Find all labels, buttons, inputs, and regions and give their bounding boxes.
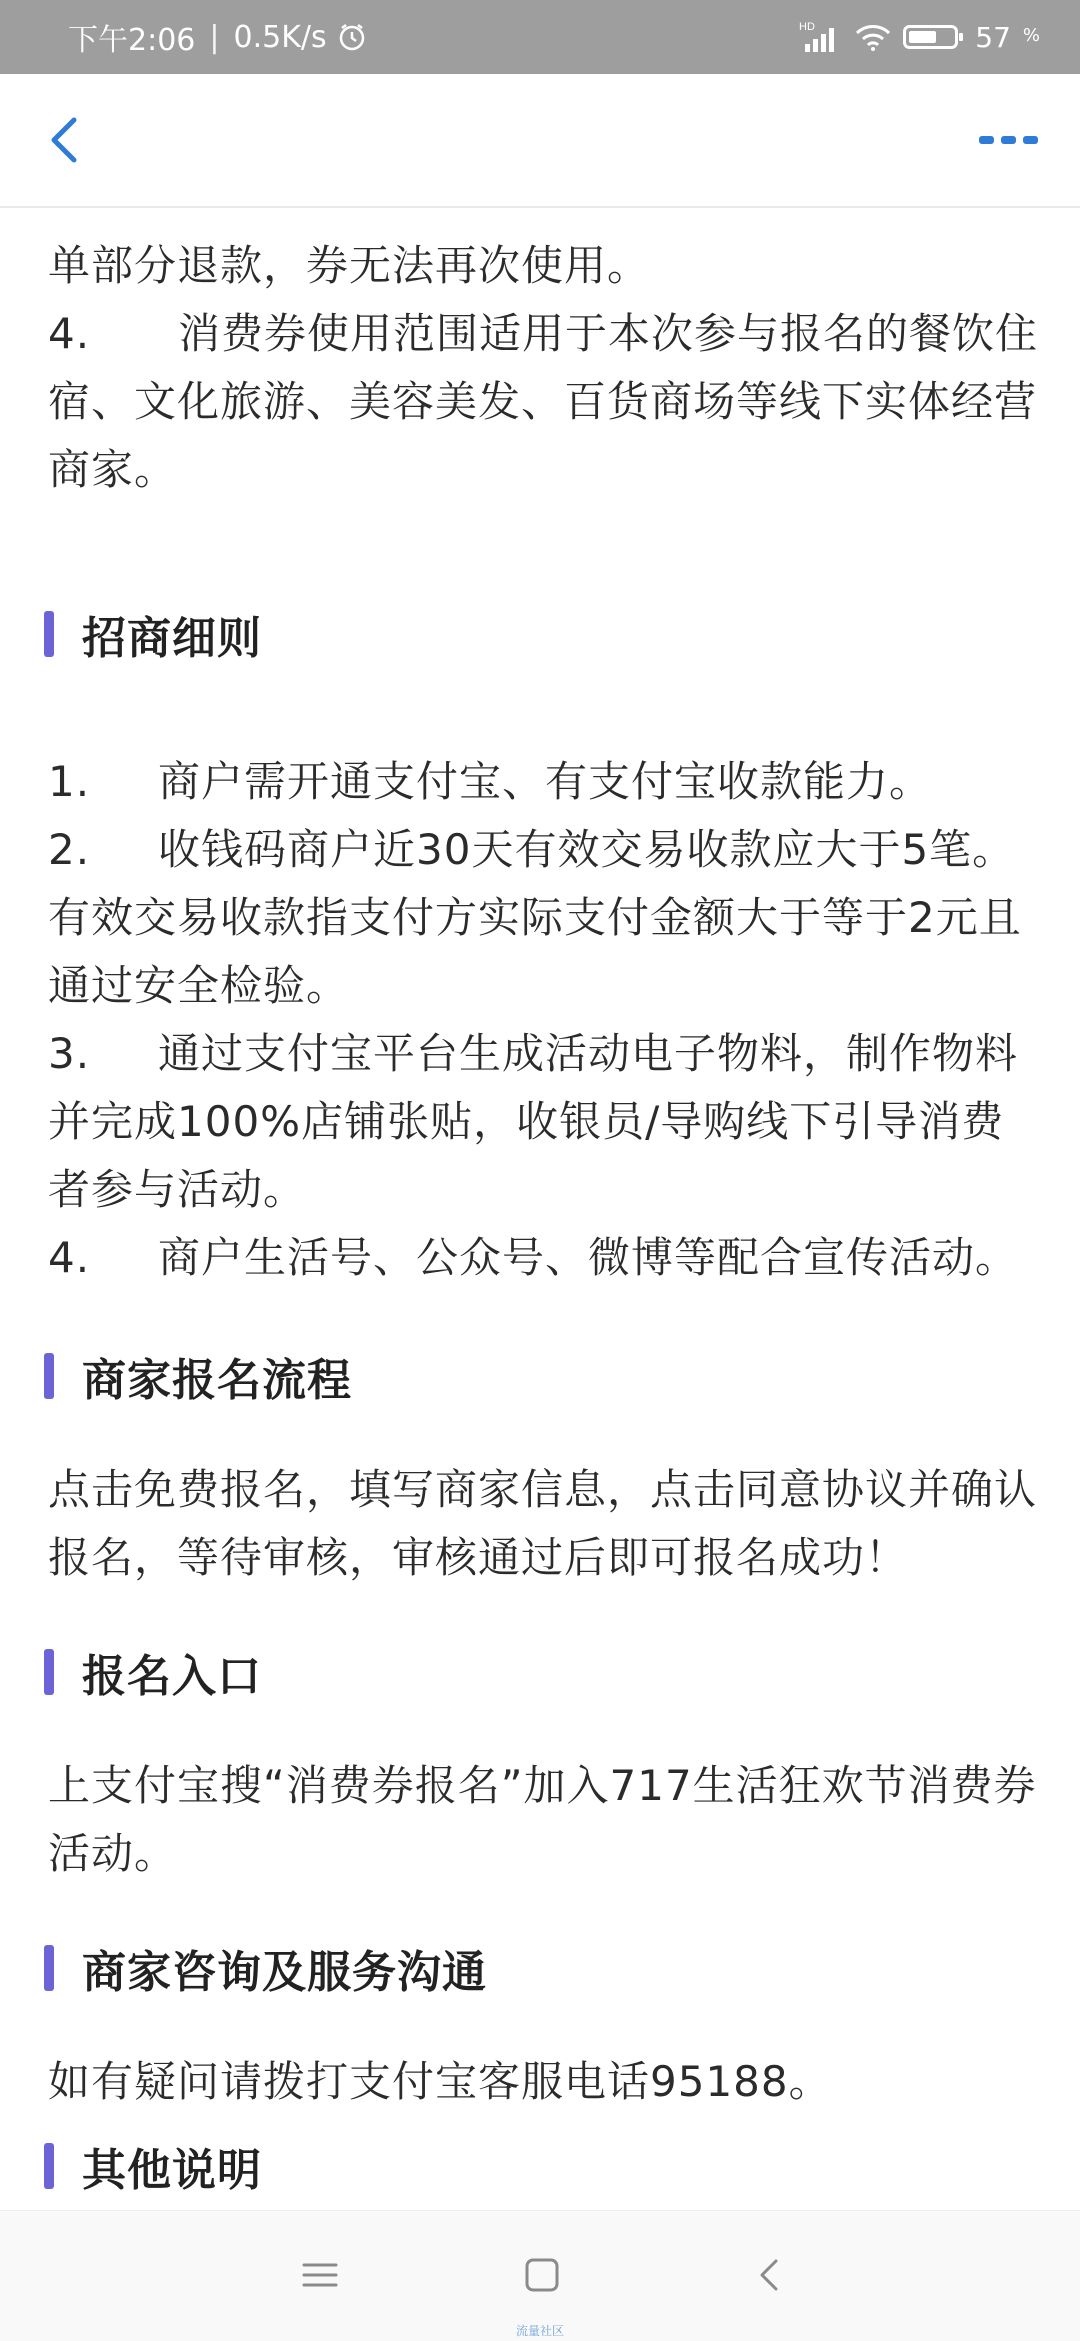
back-button[interactable]: [36, 110, 96, 170]
section-heading-signup-process: [44, 1346, 352, 1406]
menu-button[interactable]: [290, 2245, 350, 2305]
rule-number: 2.: [48, 825, 91, 874]
section-heading-consultation: [44, 1938, 487, 1998]
heading-accent-bar: [44, 2143, 54, 2189]
rule-number: 4.: [48, 1233, 91, 1282]
rule-number: 1.: [48, 757, 91, 806]
signup-entry-text: 上支付宝搜“消费券报名”加入717生活狂欢节消费券活动。: [48, 1761, 1037, 1878]
home-square-icon: [512, 2245, 572, 2305]
home-button[interactable]: [512, 2245, 572, 2305]
section-heading-merchant-rules: [44, 604, 262, 664]
section-title: 其他说明: [82, 2145, 262, 2196]
article-content: [0, 206, 1080, 2206]
rule-number: 3.: [48, 1029, 91, 1078]
more-dots-icon: [974, 128, 1044, 152]
heading-accent-bar: [44, 1945, 54, 1991]
network-speed: 0.5K/s: [233, 19, 327, 55]
back-triangle-icon: [740, 2245, 800, 2305]
section-title: 招商细则: [82, 613, 262, 664]
intro-tail-text: 单部分退款，券无法再次使用。: [48, 241, 651, 290]
section-heading-other-notes: [44, 2136, 262, 2196]
rule-4-number: 4.: [48, 309, 91, 358]
signal-icon: [799, 20, 843, 54]
section-heading-signup-entry: [44, 1642, 262, 1702]
menu-icon: [290, 2245, 350, 2305]
hd-label: HD: [799, 21, 816, 33]
rule-4-text: 消费券使用范围适用于本次参与报名的餐饮住宿、文化旅游、美容美发、百货商场等线下实体经营商家。: [48, 309, 1039, 494]
top-nav-bar: [0, 74, 1080, 208]
heading-accent-bar: [44, 1649, 54, 1695]
merchant-rule-1: [48, 748, 1040, 816]
rule-text: 通过支付宝平台生成活动电子物料，制作物料并完成100%店铺张贴，收银员/导购线下引导消费者参与活动。: [48, 1029, 1019, 1214]
consultation-text: 如有疑问请拨打支付宝客服电话95188。: [48, 2057, 832, 2106]
status-separator: |: [209, 19, 220, 55]
alarm-icon: [337, 22, 367, 52]
status-time: 下午2:06: [68, 23, 196, 58]
battery-level: 57: [975, 20, 1011, 54]
merchant-rule-2: [48, 816, 1040, 1020]
rule-4-paragraph: [48, 300, 1040, 504]
more-button[interactable]: [974, 128, 1044, 152]
section-title: 商家咨询及服务沟通: [82, 1947, 487, 1998]
heading-accent-bar: [44, 611, 54, 657]
rule-text: 收钱码商户近30天有效交易收款应大于5笔。有效交易收款指支付方实际支付金额大于等于2元且通过安全检验。: [48, 825, 1022, 1010]
battery-unit: %: [1022, 25, 1040, 46]
signup-process-text: 点击免费报名，填写商家信息，点击同意协议并确认报名，等待审核，审核通过后即可报名成功！: [48, 1465, 1038, 1582]
rule-text: 商户需开通支付宝、有支付宝收款能力。: [158, 757, 933, 806]
watermark-text: 流量社区: [515, 2324, 564, 2338]
system-back-button[interactable]: [740, 2245, 800, 2305]
heading-accent-bar: [44, 1353, 54, 1399]
section-title: 报名入口: [82, 1651, 262, 1702]
battery-icon: [903, 23, 965, 51]
status-bar: [0, 0, 1080, 74]
wifi-icon: [853, 22, 893, 52]
merchant-rule-3: [48, 1020, 1040, 1224]
merchant-rule-4: [48, 1224, 1040, 1292]
section-title: 商家报名流程: [82, 1355, 352, 1406]
chevron-left-icon: [36, 110, 96, 170]
rule-text: 商户生活号、公众号、微博等配合宣传活动。: [158, 1233, 1019, 1282]
